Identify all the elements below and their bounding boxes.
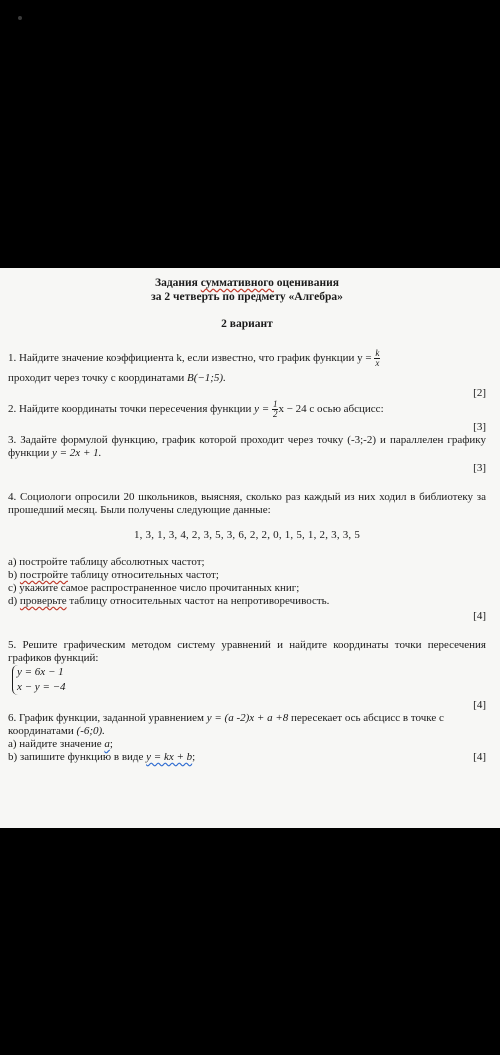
task-1-point: B(−1;5). xyxy=(186,372,226,384)
task-2-text-2: x − 24 с осью абсцисс: xyxy=(278,403,384,416)
task-2-score: [3] xyxy=(473,421,486,433)
task-1-fraction: $\frac{k}{x}$ xyxy=(375,348,380,368)
task-1-text-2: проходит через точку с координатами xyxy=(8,372,187,384)
task-4-data: 1, 3, 1, 3, 4, 2, 3, 5, 3, 6, 2, 2, 0, 1, 5, 1, 2, 3, 3, 5 xyxy=(133,529,361,541)
document-title: Задания суммативного оценивания xyxy=(155,277,339,289)
task-2-fraction: $\frac{1}{2}$ xyxy=(272,399,278,419)
task-5-text: 5. Решите графическим методом систему уравнений и найдите координаты точки пересечения графиков функций: xyxy=(8,639,486,664)
task-5-eq-1: y = 6x − 1 xyxy=(17,666,64,678)
task-3 xyxy=(8,434,486,460)
task-2: 2. Найдите координаты точки пересечения функции y = $\frac{1}{2}$ x − 24 с осью абсцисс: [3] xyxy=(8,399,486,433)
document-subtitle: за 2 четверть по предмету «Алгебра» xyxy=(151,291,343,303)
task-3-text: 3. Задайте формулой функцию, график которой проходит через точку (-3;-2) и параллелен графику функции xyxy=(8,434,486,459)
task-3-formula: y = 2x + 1. xyxy=(52,447,102,459)
task-4-item-c: c) укажите самое распространенное число прочитанных книг; xyxy=(8,582,300,594)
task-5-system xyxy=(12,665,66,695)
task-2-text: 2. Найдите координаты точки пересечения функции xyxy=(8,403,255,416)
task-6-item-b: b) запишите функцию в виде y = kx + b; [4] xyxy=(8,751,486,763)
document-sheet xyxy=(0,268,500,828)
task-5 xyxy=(8,639,486,712)
task-6 xyxy=(8,712,486,764)
variant-label: 2 вариант xyxy=(221,318,273,330)
task-3-score: [3] xyxy=(473,462,486,474)
spellcheck-word: суммативного xyxy=(200,277,274,289)
task-4-item-b: b) постройте таблицу относительных частот; xyxy=(8,569,219,581)
task-1-text: 1. Найдите значение коэффициента k, если известно, что график функции y = xyxy=(8,352,372,365)
task-1 xyxy=(8,349,486,400)
task-1-score: [2] xyxy=(473,387,486,399)
task-5-score: [4] xyxy=(473,699,486,711)
task-4-item-d: d) проверьте таблицу относительных частот на непротиворечивость. xyxy=(8,595,330,607)
task-6-point: (-6;0). xyxy=(76,725,105,737)
task-6-text: 6. График функции, заданной уравнением y = (a -2)x + a +8 пересекает ось абсцисс в точке с координатами (-6;0). xyxy=(8,712,444,737)
task-4-item-a: a) постройте таблицу абсолютных частот; xyxy=(8,556,205,568)
task-5-eq-2: x − y = −4 xyxy=(17,681,66,693)
task-4-score: [4] xyxy=(473,610,486,622)
task-4-text: 4. Социологи опросили 20 школьников, выясняя, сколько раз каждый из них ходил в библиотеку за прошедший месяц. Были получены следующие данные: xyxy=(8,491,486,516)
task-4 xyxy=(8,491,486,623)
task-6-score: [4] xyxy=(473,751,486,763)
task-6-formula: y = (a -2)x + a +8 xyxy=(206,712,289,724)
status-indicator-dot xyxy=(18,16,22,20)
task-6-item-a: a) найдите значение a; xyxy=(8,738,113,750)
